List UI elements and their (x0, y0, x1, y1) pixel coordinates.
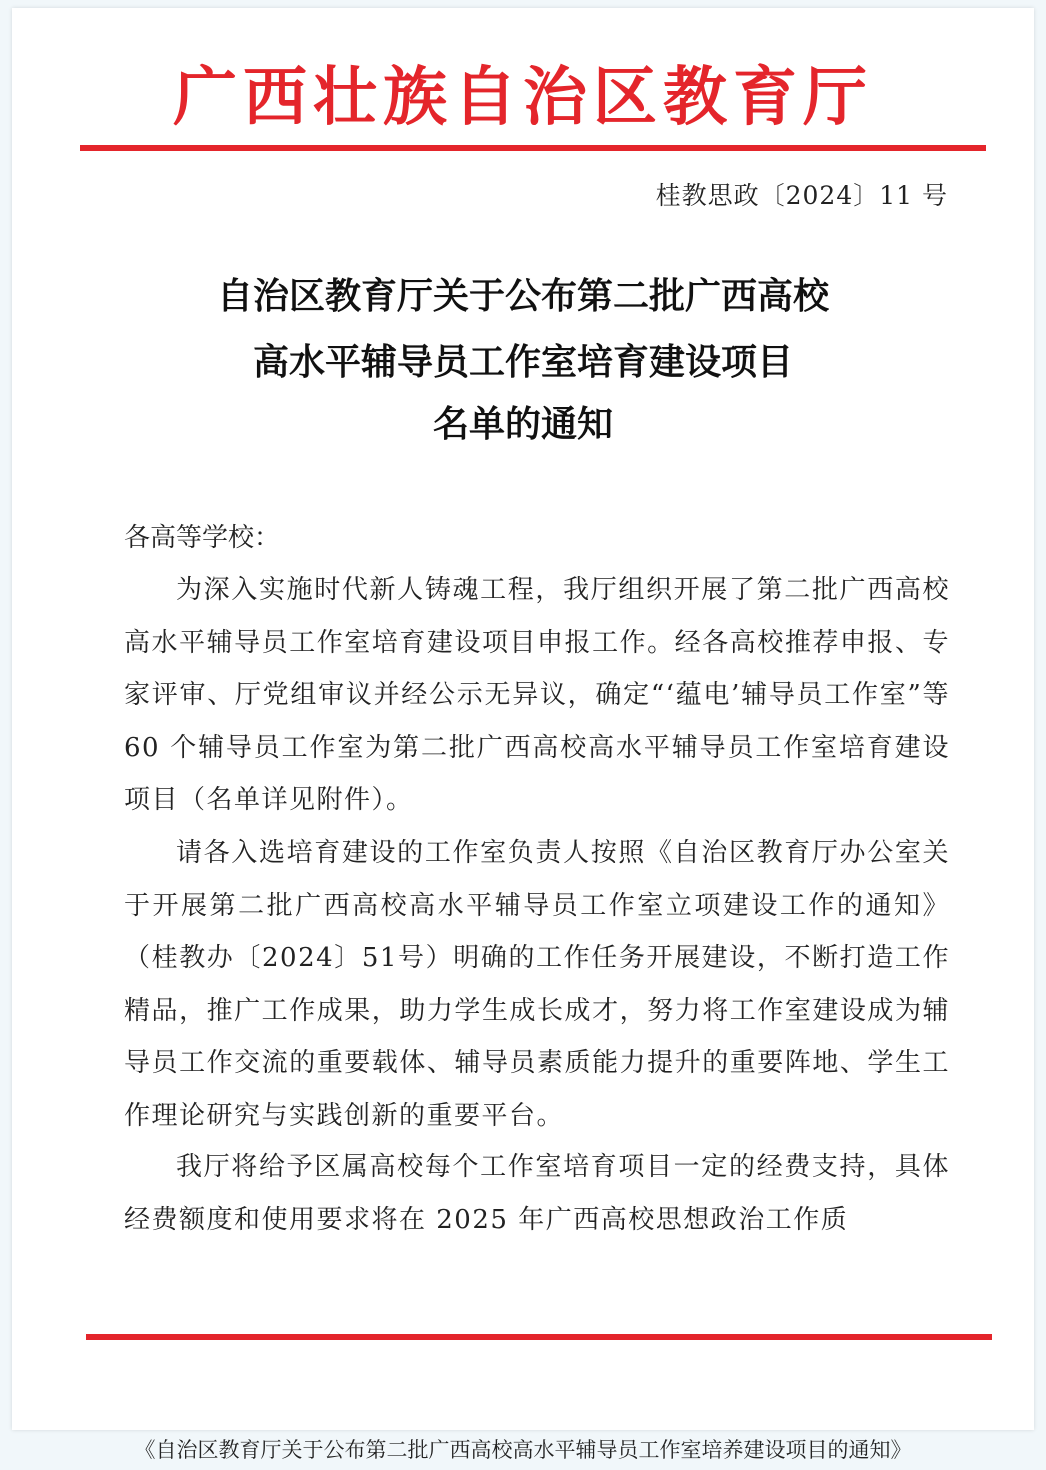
document-number: 桂教思政〔2024〕11 号 (655, 181, 948, 210)
document-title-line-2: 高水平辅导员工作室培育建设项目 (252, 341, 793, 383)
body-paragraph-2: 请各入选培育建设的工作室负责人按照《自治区教育厅办公室关于开展第二批广西高校高水平辅导员工作室立项建设工作的通知》（桂教办〔2024〕51号）明确的工作任务开展建设，不断打造工作精品，推广工作成果，助力学生成长成才，努力将工作室建设成为辅导员工作交流的重要载体、辅导员素质能力提升的重要阵地、学生工作理论研究与实践创新的重要平台。 (124, 838, 950, 1131)
agency-masthead: 广西壮族自治区教育厅 (173, 60, 873, 135)
body-paragraph-1: 为深入实施时代新人铸魂工程，我厅组织开展了第二批广西高校高水平辅导员工作室培育建设项目申报工作。经各高校推荐申报、专家评审、厅党组审议并经公示无异议，确定“‘蕴电’辅导员工作室”等 60 个辅导员工作室为第二批广西高校高水平辅导员工作室培育建设项目（名单详见附件）。 (124, 575, 950, 815)
document-title-line-3: 名单的通知 (432, 403, 613, 445)
masthead-red-rule (80, 145, 986, 151)
body-paragraph-3: 我厅将给予区属高校每个工作室培育项目一定的经费支持，具体经费额度和使用要求将在 2025 年广西高校思想政治工作质 (124, 1152, 950, 1235)
salutation: 各高等学校： (124, 523, 281, 553)
footer-red-rule (86, 1334, 992, 1340)
document-title-line-1: 自治区教育厅关于公布第二批广西高校 (216, 275, 829, 317)
footer-caption: 《自治区教育厅关于公布第二批广西高校高水平辅导员工作室培养建设项目的通知》 (134, 1438, 912, 1462)
